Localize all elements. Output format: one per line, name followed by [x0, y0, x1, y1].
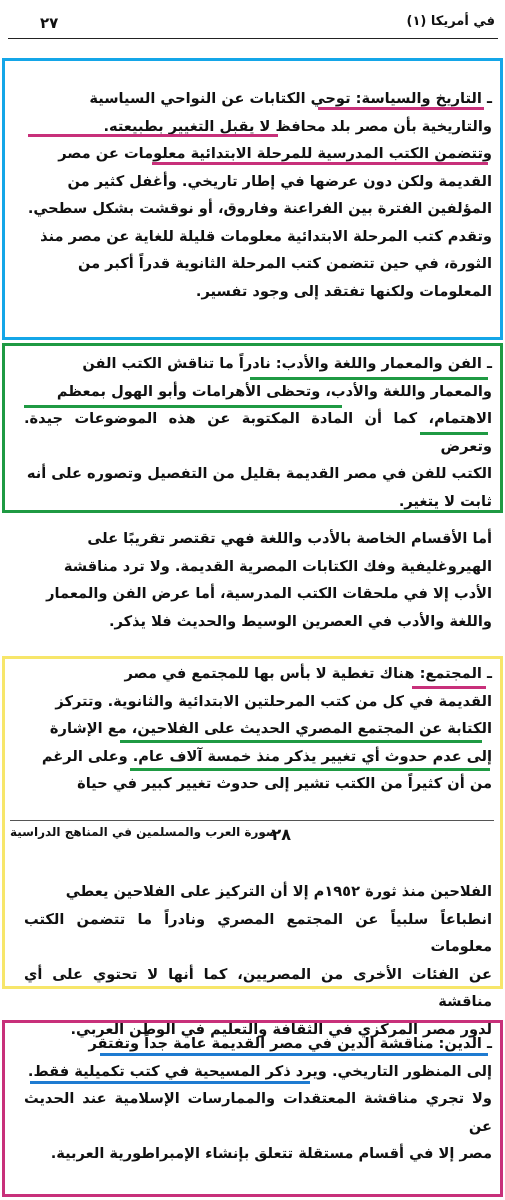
history-line-7: الثورة، في حين تتضمن كتب المرحلة الثانوية قدراً أكبر من — [77, 255, 492, 272]
society-line-3: الكتابة عن المجتمع المصري الحديث على الفلاحين، مع الإشارة — [49, 720, 492, 737]
highlight-underline — [412, 686, 486, 689]
history-paragraph — [24, 85, 492, 305]
history-line-3: وتتضمن الكتب المدرسية للمرحلة الابتدائية معلومات عن مصر — [58, 145, 492, 162]
book-title: صورة العرب والمسلمين في المناهج الدراسية — [10, 825, 278, 839]
society-cont-line-1: الفلاحين منذ ثورة ١٩٥٢م إلا أن التركيز على الفلاحين يعطي — [65, 883, 492, 900]
religion-line-3: ولا تجري مناقشة المعتقدات والممارسات الإسلامية عند الحديث عن — [24, 1090, 492, 1135]
religion-line-1: ـ الدين: مناقشة الدين في مصر القديمة عامة جداً وتفتقر — [88, 1035, 492, 1052]
header-rule — [8, 38, 498, 39]
history-line-1: ـ التاريخ والسياسة: توحي الكتابات عن النواحي السياسية — [89, 90, 492, 107]
religion-line-2: إلى المنظور التاريخي. ويرد ذكر المسيحية في كتب تكميلية فقط. — [27, 1062, 492, 1080]
art-line-4: الكتب للفن في مصر القديمة بقليل من التفصيل وتصوره على أنه — [26, 465, 492, 482]
chapter-title: في أمريكا (١) — [406, 14, 495, 29]
art-line-2: والمعمار واللغة والأدب، وتحظى الأهرامات وأبو الهول بمعظم — [56, 382, 492, 400]
highlight-underline — [120, 740, 482, 743]
religion-paragraph — [24, 1030, 492, 1168]
highlight-underline — [420, 432, 488, 435]
society-cont-line-3: عن الفئات الأخرى من المصريين، كما أنها لا تحتوي على أي مناقشة — [24, 965, 492, 1010]
language-paragraph — [24, 525, 492, 635]
art-line-1: ـ الفن والمعمار واللغة والأدب: نادراً ما تناقش الكتب الفن — [82, 355, 492, 372]
page-header — [0, 14, 505, 34]
page2-number: ٢٨ — [271, 825, 291, 844]
page-break-rule — [10, 820, 494, 821]
art-line-5: ثابت لا يتغير. — [398, 492, 492, 510]
highlight-underline — [28, 134, 278, 137]
language-line-3: الأدب إلا في ملحقات الكتب المدرسية، أما عرض الفن والمعمار — [46, 585, 492, 602]
society-line-4: إلى عدم حدوث أي تغيير يذكر منذ خمسة آلاف عام. وعلى الرغم — [41, 747, 492, 765]
highlight-underline — [100, 1053, 488, 1056]
society-paragraph — [24, 660, 492, 798]
society-cont-line-2: انطباعاً سلبياً عن المجتمع المصري ونادراً ما تتضمن الكتب معلومات — [24, 910, 492, 955]
history-line-6: وتقدم كتب المرحلة الابتدائية معلومات قليلة للغاية عن مصر منذ — [40, 227, 492, 245]
history-line-4: القديمة ولكن دون عرضها في إطار تاريخي. وأغفل كثير من — [67, 172, 492, 190]
highlight-underline — [130, 768, 490, 771]
highlight-underline — [250, 377, 488, 380]
highlight-underline — [30, 1081, 310, 1084]
society-continuation — [24, 878, 492, 1043]
society-line-1: ـ المجتمع: هناك تغطية لا بأس بها للمجتمع في مصر — [124, 665, 492, 682]
history-line-5: المؤلفين الفترة بين الفراعنة وفاروق، أو نوقشت بشكل سطحي. — [27, 200, 492, 217]
page2-header — [0, 825, 505, 845]
language-line-2: الهيروغليفية وفك الكتابات المصرية القديمة. ولا ترد مناقشة — [63, 557, 492, 575]
language-line-1: أما الأقسام الخاصة بالأدب واللغة فهي تقتصر تقريبًا على — [87, 530, 492, 547]
page-number: ٢٧ — [40, 14, 59, 32]
society-line-5: من أن كثيراً من الكتب تشير إلى حدوث تغيير كبير في حياة — [77, 775, 492, 792]
history-line-2: والتاريخية بأن مصر بلد محافظ لا يقبل التغيير بطبيعته. — [103, 117, 492, 135]
society-line-2: القديمة في كل من كتب المرحلتين الابتدائية والثانوية. وتتركز — [55, 692, 492, 710]
society-cont-line-4: لدور مصر المركزي في الثقافة والتعليم في الوطن العربي. — [70, 1020, 492, 1038]
highlight-underline — [152, 162, 488, 165]
art-line-3: الاهتمام، كما أن المادة المكتوبة عن هذه الموضوعات جيدة. وتعرض — [24, 410, 492, 455]
highlight-underline — [24, 405, 342, 408]
religion-line-4: مصر إلا في أقسام مستقلة تتعلق بإنشاء الإمبراطورية العربية. — [50, 1145, 492, 1162]
language-line-4: واللغة والأدب في العصرين الوسيط والحديث فلا يذكر. — [108, 612, 492, 630]
history-line-8: المعلومات ولكنها تفتقد إلى وجود تفسير. — [195, 282, 492, 300]
highlight-underline — [318, 107, 484, 110]
